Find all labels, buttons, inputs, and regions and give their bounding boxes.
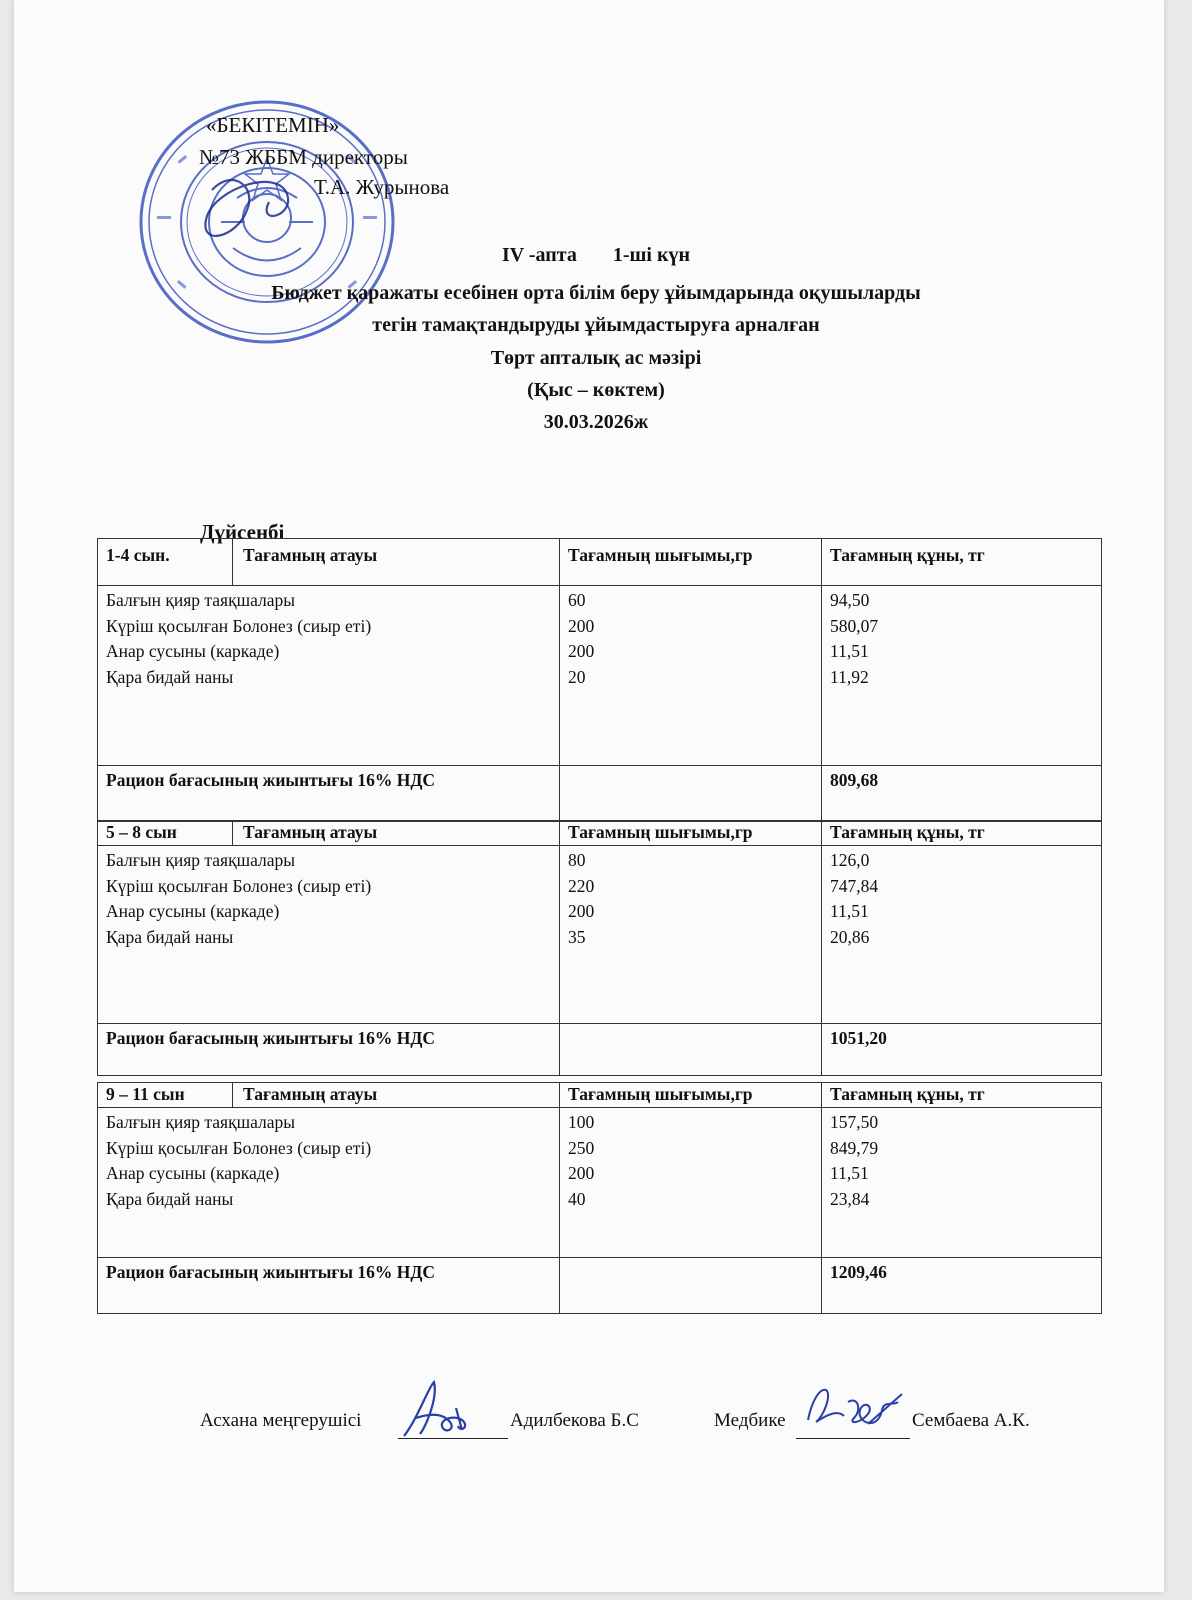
weekday-label: Дүйсенбі [200,520,285,544]
col-dish-yield: Тағамның шығымы,гр [560,539,822,586]
total-row [98,1258,1102,1314]
approval-director-name: Т.А. Журынова [314,175,450,199]
table-header-row [98,821,1102,846]
menu-date: 30.03.2026ж [543,411,649,433]
dish-yields-cell [560,1108,822,1258]
dish-price: 11,51 [830,641,869,661]
grade-label: 9 – 11 сын [98,1083,233,1107]
dish-price: 157,50 [830,1112,879,1132]
dish-price: 126,0 [830,850,870,870]
dish-price: 11,51 [830,901,869,921]
dish-price: 849,79 [830,1137,879,1158]
col-dish-name: Тағамның атауы [243,1084,378,1104]
total-label: Рацион бағасының жиынтығы 16% НДС [98,1024,560,1076]
dish-yield: 200 [568,615,595,636]
total-label: Рацион бағасының жиынтығы 16% НДС [98,766,560,822]
col-dish-price: Тағамның құны, тг [822,1083,1102,1108]
total-value: 809,68 [822,766,1102,822]
grade-label: 1-4 сын. [98,539,233,585]
dish-yield: 200 [568,1163,595,1183]
dish-yield: 40 [568,1188,586,1209]
dish-name: Күріш қосылған Болонез (сиыр еті) [106,615,372,636]
menu-table-grade-1-4 [97,538,1102,822]
dish-price: 23,84 [830,1188,870,1209]
total-empty-cell [560,1258,822,1314]
day-number-label: 1-ші күн [612,244,690,266]
total-value: 1209,46 [822,1258,1102,1314]
dish-yield: 60 [568,590,586,610]
dish-yields-cell [560,586,822,766]
total-row [98,766,1102,822]
week-label: IV -апта [501,244,577,266]
dish-price: 747,84 [830,875,879,896]
dish-name: Балғын қияр таяқшалары [106,850,296,870]
menu-title-line2: тегін тамақтандыруды ұйымдастыруға арналған [372,314,820,336]
total-value: 1051,20 [822,1024,1102,1076]
dish-name: Балғын қияр таяқшалары [106,1112,296,1132]
dish-name: Анар сусыны (каркаде) [106,1163,280,1183]
nurse-name: Сембаева А.К. [912,1410,1030,1431]
dish-yields-cell [560,846,822,1024]
dish-price: 11,51 [830,1163,869,1183]
dish-name: Анар сусыны (каркаде) [106,901,280,921]
total-empty-cell [560,1024,822,1076]
nurse-signature-icon [798,1380,910,1440]
nurse-role: Медбике [714,1410,786,1431]
dish-yield: 35 [568,926,586,947]
col-dish-yield: Тағамның шығымы,гр [560,821,822,846]
menu-season: (Қыс – көктем) [527,379,665,401]
dish-yield: 20 [568,666,586,687]
canteen-head-name: Адилбекова Б.С [510,1410,639,1431]
menu-table-grade-5-8 [97,820,1102,1076]
dish-names-cell [98,1108,560,1258]
dish-price: 11,92 [830,666,869,687]
col-dish-name: Тағамның атауы [243,545,378,565]
dish-prices-cell [822,586,1102,766]
col-dish-price: Тағамның құны, тг [822,821,1102,846]
dish-yield: 200 [568,641,595,661]
table-row [98,586,1102,766]
dish-yield: 80 [568,850,586,870]
dish-name: Күріш қосылған Болонез (сиыр еті) [106,875,372,896]
canteen-head-signature-icon [398,1378,508,1442]
total-empty-cell [560,766,822,822]
dish-name: Анар сусыны (каркаде) [106,641,280,661]
dish-prices-cell [822,1108,1102,1258]
dish-names-cell [98,586,560,766]
dish-yield: 220 [568,875,595,896]
dish-name: Балғын қияр таяқшалары [106,590,296,610]
dish-name: Қара бидай наны [106,666,234,687]
approval-title: «БЕКІТЕМІН» [206,113,340,137]
dish-yield: 250 [568,1137,595,1158]
dish-yield: 100 [568,1112,595,1132]
canteen-head-role: Асхана меңгерушісі [200,1410,362,1431]
dish-names-cell [98,846,560,1024]
week-day-line [0,244,1192,267]
dish-price: 580,07 [830,615,879,636]
total-row [98,1024,1102,1076]
dish-name: Қара бидай наны [106,1188,234,1209]
dish-name: Қара бидай наны [106,926,234,947]
col-dish-price: Тағамның құны, тг [822,539,1102,586]
menu-title-line3: Төрт апталық ас мәзірі [490,347,702,369]
approval-position: №73 ЖББМ директоры [199,145,408,169]
dish-price: 94,50 [830,590,870,610]
dish-prices-cell [822,846,1102,1024]
table-header-row [98,539,1102,586]
table-header-row [98,1083,1102,1108]
total-label: Рацион бағасының жиынтығы 16% НДС [98,1258,560,1314]
document-page [14,0,1164,1592]
col-dish-name: Тағамның атауы [243,822,378,842]
dish-name: Күріш қосылған Болонез (сиыр еті) [106,1137,372,1158]
grade-label: 5 – 8 сын [98,821,233,845]
menu-table-grade-9-11 [97,1082,1102,1314]
dish-yield: 200 [568,901,595,921]
dish-price: 20,86 [830,926,870,947]
menu-title-line1: Бюджет қаражаты есебінен орта білім беру ұйымдарында оқушыларды [271,282,921,304]
table-row [98,846,1102,1024]
col-dish-yield: Тағамның шығымы,гр [560,1083,822,1108]
table-row [98,1108,1102,1258]
